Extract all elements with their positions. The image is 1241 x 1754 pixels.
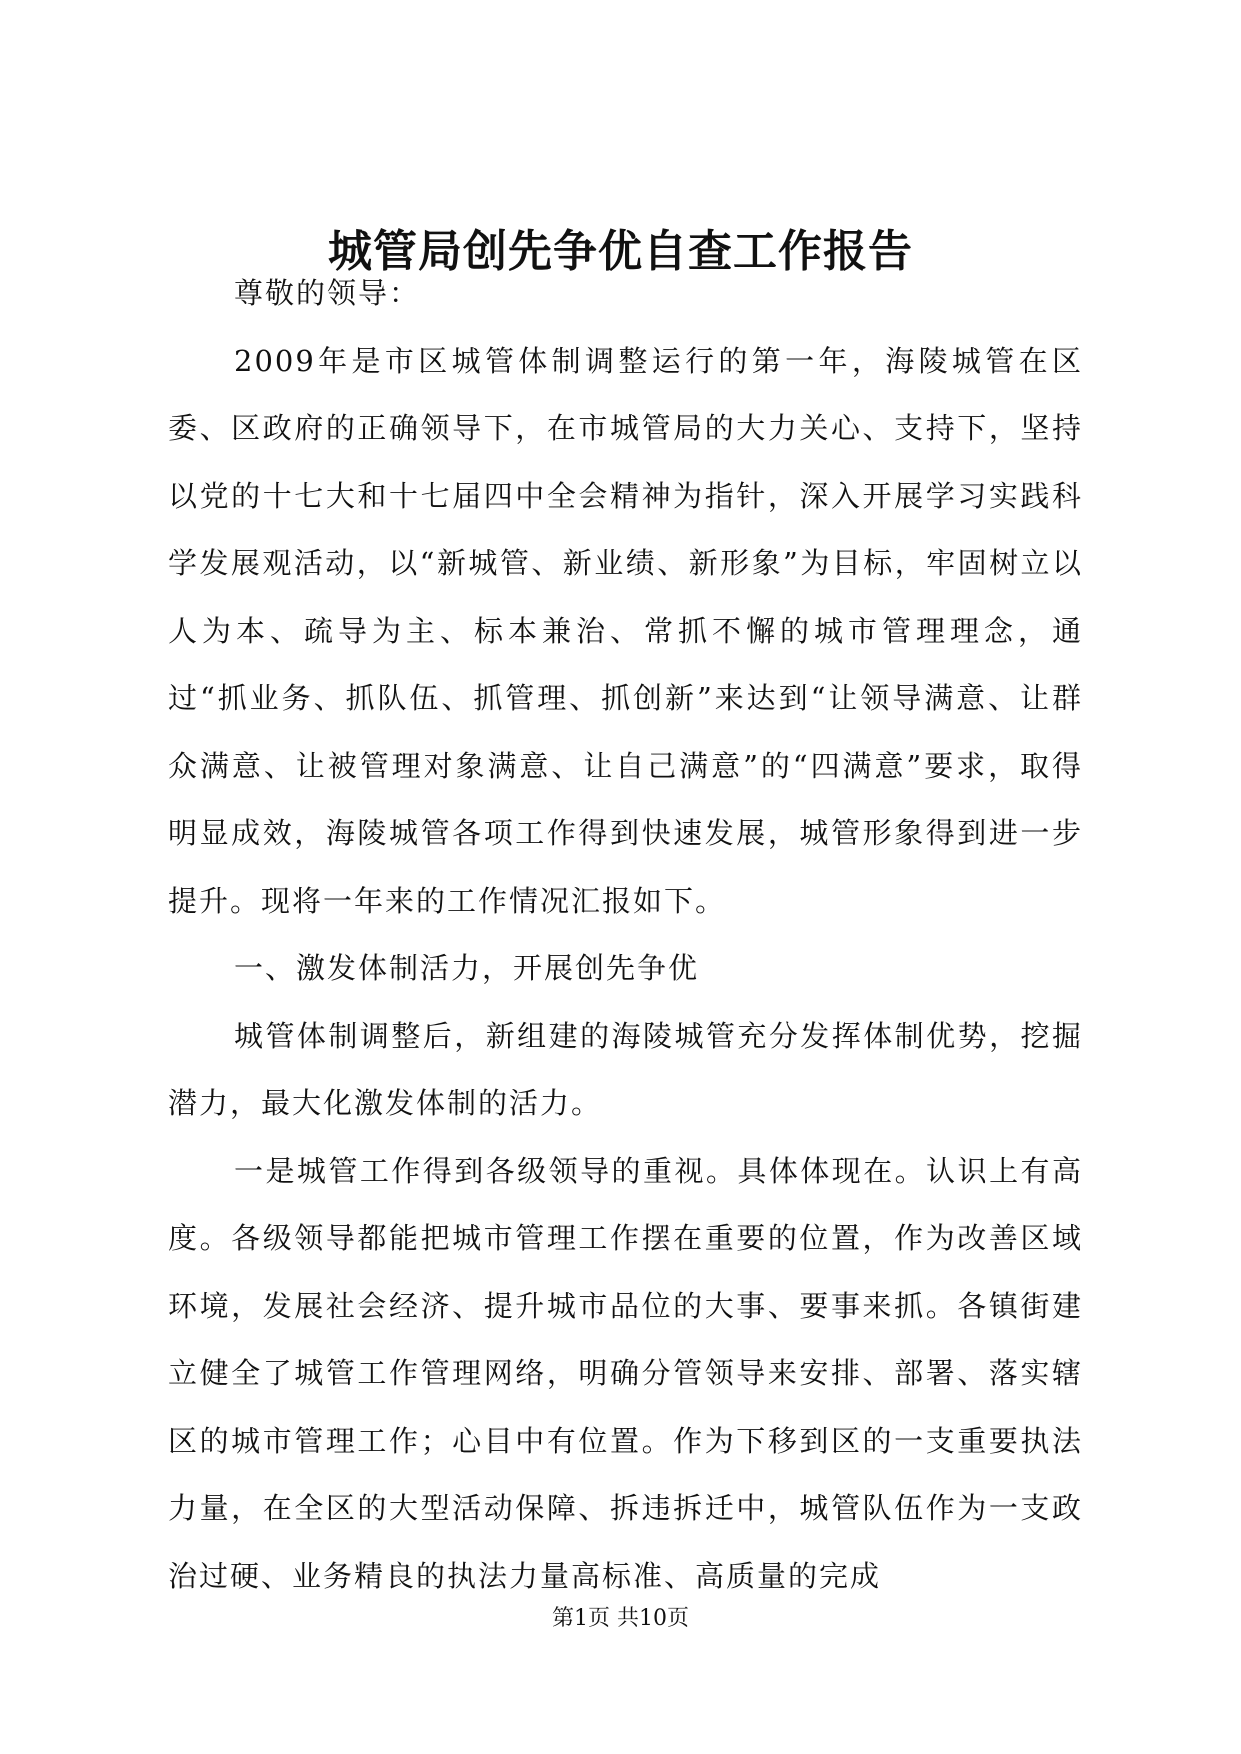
body-paragraph: 一是城管工作得到各级领导的重视。具体体现在。认识上有高度。各级领导都能把城市管理工作摆在重要的位置，作为改善区域环境，发展社会经济、提升城市品位的大事、要事来抓。各镇街建立健全了城管工作管理网络，明确分管领导来安排、部署、落实辖区的城市管理工作；心目中有位置。作为下移到区的一支重要执法力量，在全区的大型活动保障、拆违拆迁中，城管队伍作为一支政治过硬、业务精良的执法力量高标准、高质量的完成: [168, 1153, 1083, 1593]
document-body: [168, 260, 1083, 1610]
page-footer: 第1页 共10页: [552, 1606, 689, 1631]
section-heading: 一、激发体制活力，开展创先争优: [234, 951, 700, 985]
body-paragraph: 城管体制调整后，新组建的海陵城管充分发挥体制优势，挖掘潜力，最大化激发体制的活力。: [168, 1018, 1083, 1120]
body-paragraph: 2009年是市区城管体制调整运行的第一年，海陵城管在区委、区政府的正确领导下，在市城管局的大力关心、支持下，坚持以党的十七大和十七届四中全会精神为指针，深入开展学习实践科学发展观活动，以“新城管、新业绩、新形象”为目标，牢固树立以人为本、疏导为主、标本兼治、常抓不懈的城市管理理念，通过“抓业务、抓队伍、抓管理、抓创新”来达到“让领导满意、让群众满意、让被管理对象满意、让自己满意”的“四满意”要求，取得明显成效，海陵城管各项工作得到快速发展，城管形象得到进一步提升。现将一年来的工作情况汇报如下。: [168, 343, 1083, 918]
salutation: 尊敬的领导：: [234, 276, 421, 310]
document-title: 城管局创先争优自查工作报告: [328, 226, 913, 277]
